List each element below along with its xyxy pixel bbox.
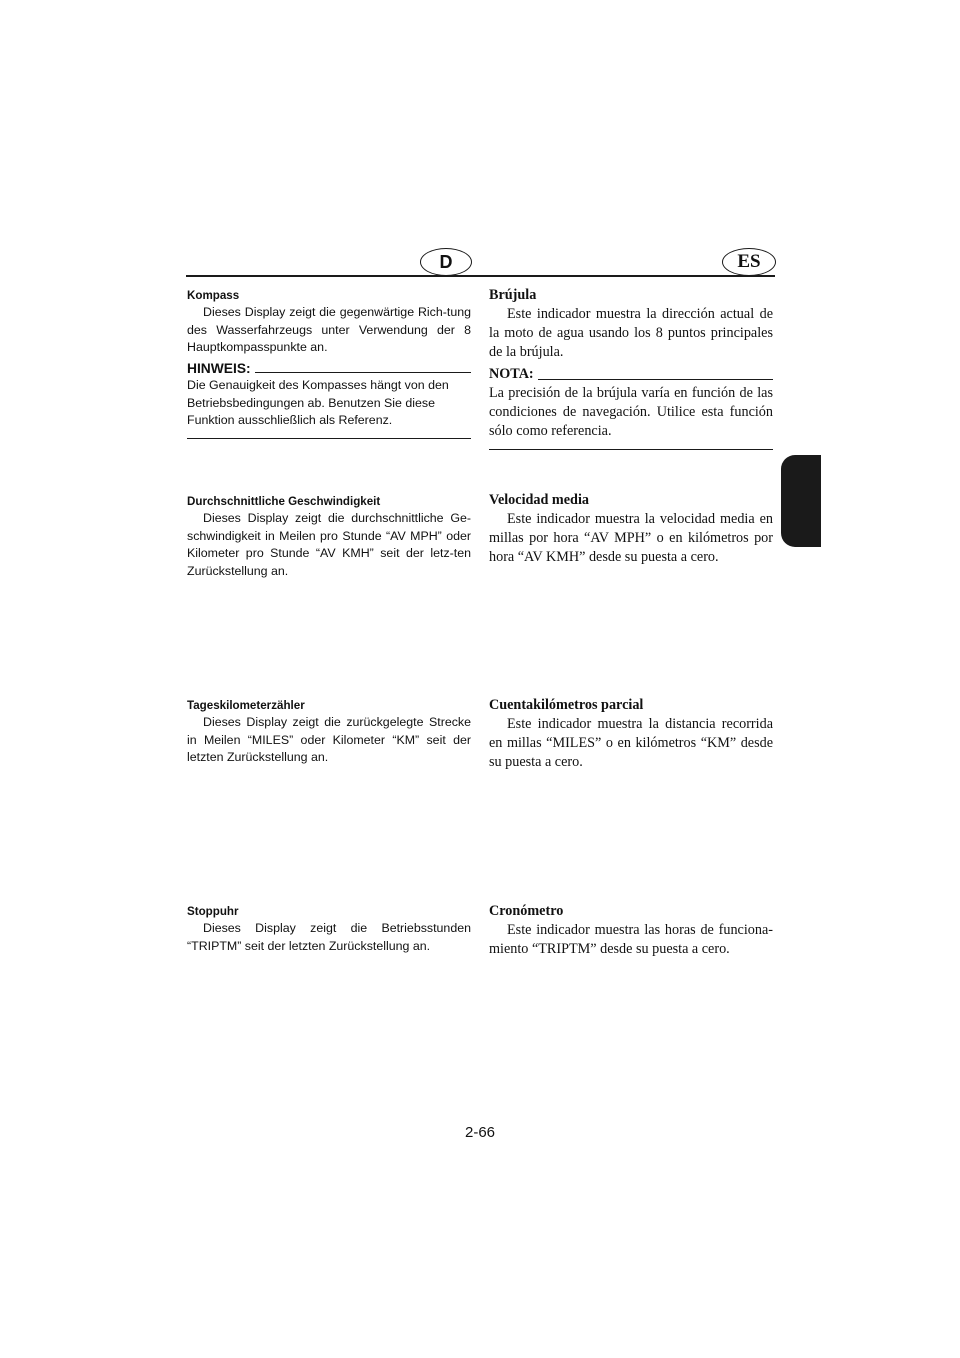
note-header (187, 360, 471, 378)
section-text: Este indicador muestra la dirección actual de la moto de agua usando los 8 puntos principales de la brújula. (489, 306, 773, 360)
section-title: Velocidad media (489, 492, 589, 508)
section-text: Este indicador muestra la velocidad media en millas por hora “AV MPH” o en kilómetros por hora “AV KMH” desde su puesta a cero. (489, 511, 773, 565)
note-end-rule (187, 438, 471, 439)
note-rule (538, 379, 773, 380)
note-header (489, 365, 773, 384)
section-title: Cuentakilómetros parcial (489, 697, 644, 713)
section-text: Este indicador muestra la distancia recorrida en millas “MILES” o en kilómetros “KM” desde su puesta a cero. (489, 716, 773, 770)
section-text: Este indicador muestra las horas de funciona-miento “TRIPTM” desde su puesta a cero. (489, 922, 773, 957)
note-label: NOTA: (489, 366, 534, 382)
section-avg-speed-de (187, 493, 471, 580)
header-rule (186, 275, 775, 277)
section-text: Dieses Display zeigt die zurückgelegte Strecke in Meilen “MILES” oder Kilometer “KM” seit der letzten Zurückstellung an. (187, 715, 471, 764)
section-title: Kompass (187, 289, 240, 302)
section-title: Cronómetro (489, 903, 564, 919)
section-stopwatch-de (187, 903, 471, 955)
section-trip-es (489, 696, 773, 772)
section-kompass (187, 287, 471, 439)
page-number: 2-66 (464, 1124, 496, 1141)
section-title: Stoppuhr (187, 905, 239, 918)
section-title: Brújula (489, 287, 537, 303)
section-title: Durchschnittliche Geschwindigkeit (187, 495, 381, 508)
chapter-tab (781, 455, 821, 547)
section-text: Dieses Display zeigt die gegenwärtige Rich-tung des Wasserfahrzeugs unter Verwendung der 8 Hauptkompasspunkte an. (187, 305, 471, 354)
language-badge-german: D (420, 248, 472, 276)
section-brujula (489, 286, 773, 450)
section-title: Tageskilometerzähler (187, 699, 305, 712)
note-text: La precisión de la brújula varía en función de las condiciones de navegación. Utilice esta función sólo como referencia. (489, 385, 773, 439)
language-badge-spanish: ES (722, 248, 776, 276)
section-trip-de (187, 697, 471, 767)
section-text: Dieses Display zeigt die durchschnittliche Ge-schwindigkeit in Meilen pro Stunde “AV MPH” oder Kilometer pro Stunde “AV KMH” seit der letz-ten Zurückstellung an. (187, 511, 471, 578)
note-text: Die Genauigkeit des Kompasses hängt von den Betriebsbedingungen ab. Benutzen Sie diese Funktion ausschließlich als Referenz. (187, 378, 449, 427)
note-end-rule (489, 449, 773, 450)
section-text: Dieses Display zeigt die Betriebsstunden “TRIPTM” seit der letzten Zurückstellung an. (187, 921, 471, 953)
note-label: HINWEIS: (187, 360, 251, 376)
section-stopwatch-es (489, 902, 773, 959)
note-rule (255, 372, 471, 373)
section-avg-speed-es (489, 491, 773, 567)
